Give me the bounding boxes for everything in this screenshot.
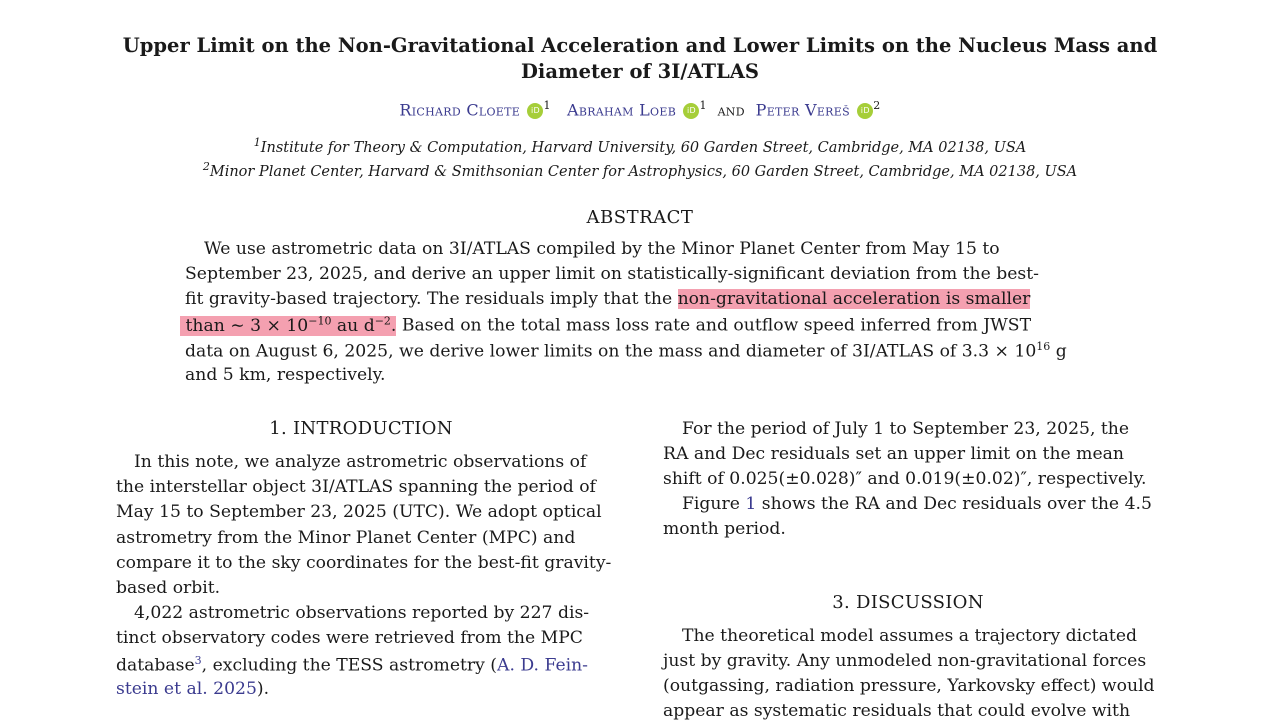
highlighted-text[interactable] bbox=[180, 316, 396, 336]
author-loeb[interactable]: Abraham Loeb bbox=[566, 100, 677, 120]
exponent: −10 bbox=[308, 314, 332, 327]
intro-line: astrometry from the Minor Planet Center (MPC) and bbox=[116, 528, 576, 548]
highlight-part: . bbox=[390, 315, 397, 336]
affiliation-number: 1 bbox=[253, 136, 261, 149]
author-veres[interactable]: Peter Vereš bbox=[755, 100, 850, 120]
highlight-part: au d bbox=[331, 315, 375, 336]
results-text: Figure bbox=[682, 494, 746, 514]
citation-link[interactable]: A. D. Fein- bbox=[497, 655, 588, 676]
affiliation-number: 2 bbox=[202, 160, 210, 173]
intro-line: May 15 to September 23, 2025 (UTC). We adopt optical bbox=[116, 502, 602, 522]
highlight-part: than ∼ 3 × 10 bbox=[185, 315, 309, 336]
intro-line: 4,022 astrometric observations reported by 227 dis- bbox=[134, 603, 590, 623]
results-line bbox=[682, 494, 1152, 514]
intro-line: the interstellar object 3I/ATLAS spanning the period of bbox=[116, 477, 596, 497]
intro-line: In this note, we analyze astrometric observations of bbox=[134, 452, 587, 472]
author-affil-sup: 2 bbox=[873, 99, 881, 112]
affiliation-text: Minor Planet Center, Harvard & Smithsonian Center for Astrophysics, 60 Garden Street, Cambridge, MA 02138, USA bbox=[209, 163, 1078, 180]
footnote-marker[interactable]: 3 bbox=[194, 654, 202, 667]
citation-link[interactable]: stein et al. 2025 bbox=[116, 679, 257, 699]
author-conjunction: and bbox=[717, 100, 745, 120]
author-cloete[interactable]: Richard Cloete bbox=[399, 100, 521, 120]
abstract-text: g bbox=[1050, 341, 1067, 362]
author-list bbox=[0, 99, 1280, 119]
abstract-line-4 bbox=[180, 314, 1031, 336]
affiliation-2 bbox=[0, 160, 1280, 180]
intro-text: , excluding the TESS astrometry ( bbox=[201, 655, 498, 676]
affiliation-text: Institute for Theory & Computation, Harvard University, 60 Garden Street, Cambridge, MA 02138, USA bbox=[260, 139, 1027, 156]
abstract-heading: ABSTRACT bbox=[586, 207, 694, 228]
paper-title bbox=[0, 33, 1280, 85]
results-line: month period. bbox=[663, 519, 786, 539]
abstract-text: fit gravity-based trajectory. The residuals imply that the bbox=[185, 289, 678, 309]
orcid-icon[interactable]: iD bbox=[683, 103, 699, 119]
discussion-line: just by gravity. Any unmodeled non-gravitational forces bbox=[663, 651, 1147, 671]
abstract-line-3 bbox=[185, 289, 1030, 309]
exponent: −2 bbox=[374, 314, 391, 327]
results-line: RA and Dec residuals set an upper limit on the mean bbox=[663, 444, 1124, 464]
intro-line: tinct observatory codes were retrieved from the MPC bbox=[116, 628, 583, 648]
intro-line bbox=[116, 654, 588, 676]
discussion-line: The theoretical model assumes a trajectory dictated bbox=[682, 626, 1137, 646]
abstract-line-1: We use astrometric data on 3I/ATLAS compiled by the Minor Planet Center from May 15 to bbox=[204, 239, 1000, 259]
discussion-line: (outgassing, radiation pressure, Yarkovsky effect) would bbox=[663, 676, 1155, 696]
discussion-line: appear as systematic residuals that could evolve with bbox=[663, 701, 1131, 721]
abstract-text: Based on the total mass loss rate and outflow speed inferred from JWST bbox=[396, 315, 1032, 336]
intro-text: ). bbox=[256, 679, 270, 699]
results-text: shows the RA and Dec residuals over the 4.5 bbox=[756, 494, 1152, 514]
intro-text: database bbox=[116, 655, 195, 676]
figure-link[interactable]: 1 bbox=[745, 494, 757, 514]
discussion-heading: 3. DISCUSSION bbox=[832, 592, 984, 613]
intro-line bbox=[116, 679, 269, 699]
intro-line: compare it to the sky coordinates for the best-fit gravity- bbox=[116, 553, 612, 573]
exponent: 16 bbox=[1036, 340, 1051, 353]
results-line: shift of 0.025(±0.028)″ and 0.019(±0.02)″, respectively. bbox=[663, 469, 1147, 489]
highlighted-text[interactable]: non-gravitational acceleration is smaller bbox=[677, 289, 1031, 309]
title-line-2: Diameter of 3I/ATLAS bbox=[521, 60, 759, 83]
abstract-text: data on August 6, 2025, we derive lower limits on the mass and diameter of 3I/ATLAS of 3.3 × 10 bbox=[185, 341, 1037, 362]
introduction-heading: 1. INTRODUCTION bbox=[269, 418, 453, 439]
orcid-icon[interactable]: iD bbox=[527, 103, 543, 119]
abstract-line-2: September 23, 2025, and derive an upper limit on statistically-significant deviation from the best- bbox=[185, 264, 1039, 284]
affiliation-1 bbox=[0, 136, 1280, 156]
abstract-line-6: and 5 km, respectively. bbox=[185, 365, 386, 385]
orcid-icon[interactable]: iD bbox=[857, 103, 873, 119]
title-line-1: Upper Limit on the Non-Gravitational Acceleration and Lower Limits on the Nucleus Mass and bbox=[122, 34, 1158, 57]
intro-line: based orbit. bbox=[116, 578, 221, 598]
author-affil-sup: 1 bbox=[699, 99, 707, 112]
results-line: For the period of July 1 to September 23, 2025, the bbox=[682, 419, 1130, 439]
author-affil-sup: 1 bbox=[543, 99, 551, 112]
abstract-line-5 bbox=[185, 340, 1067, 362]
